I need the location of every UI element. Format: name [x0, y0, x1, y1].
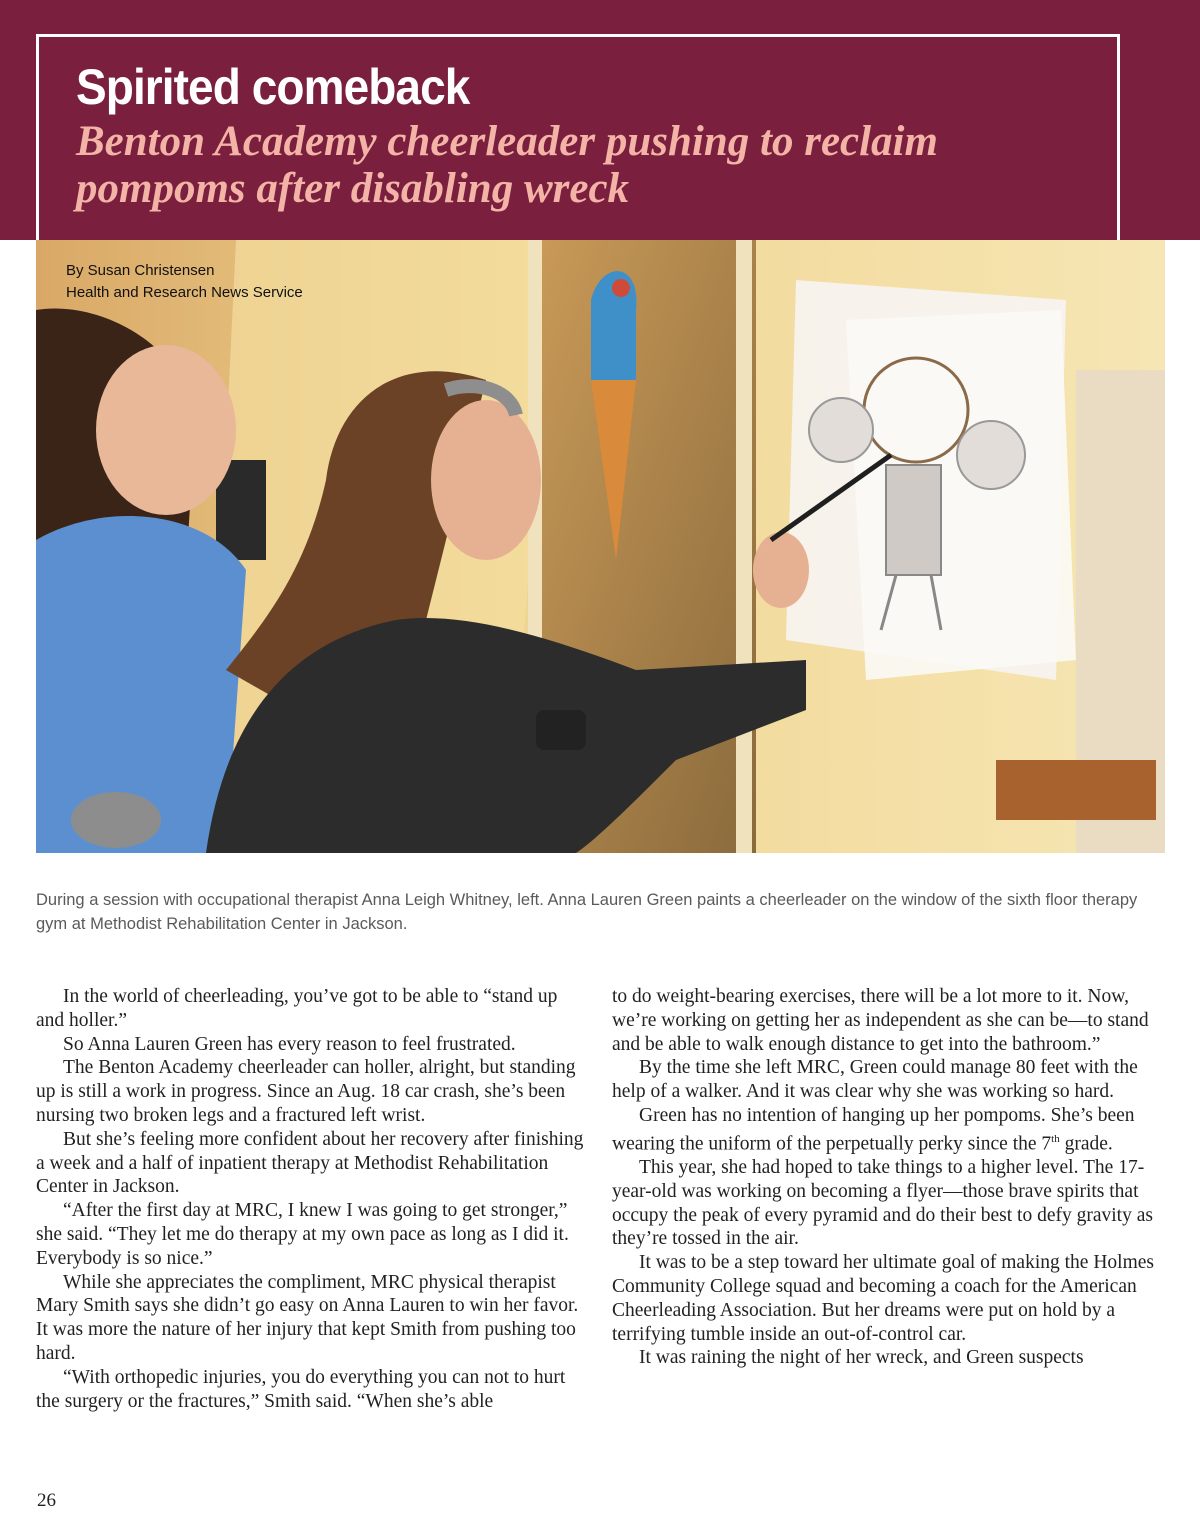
paragraph: It was raining the night of her wreck, and Green suspects: [639, 1347, 1084, 1369]
feature-photo: [36, 240, 1165, 853]
body-column-left: [36, 985, 588, 1413]
photo-illustration: [36, 240, 1165, 853]
paragraph: In the world of cheerleading, you’ve got to be able to “stand up and holler.”: [36, 986, 558, 1031]
paragraph-grade: [612, 1104, 1162, 1156]
grade-text-after: grade.: [1059, 1133, 1113, 1155]
paragraph: By the time she left MRC, Green could manage 80 feet with the help of a walker. And it was clear why she was working so hard.: [612, 1057, 1138, 1103]
grade-text-before: Green has no intention of hanging up her pompoms. She’s been wearing the uniform of the perpetually perky since the 7: [612, 1104, 1135, 1155]
grade-superscript: th: [1051, 1132, 1060, 1145]
headline: Spirited comeback: [76, 59, 470, 115]
title-banner: [0, 0, 1200, 240]
subhead: Benton Academy cheerleader pushing to reclaim pompoms after disabling wreck: [76, 118, 938, 212]
byline-organization: Health and Research News Service: [66, 284, 303, 301]
photo-caption: During a session with occupational therapist Anna Leigh Whitney, left. Anna Lauren Green paints a cheerleader on the window of the sixth floor therapy gym at Methodist Rehabilitation Center in Jackson.: [36, 891, 1138, 933]
paragraph: It was to be a step toward her ultimate goal of making the Holmes Community College squad and becoming a coach for the American Cheerleading Association. But her dreams were put on hold by a terrifying tumble inside an out-of-control car.: [612, 1252, 1154, 1345]
paragraph: The Benton Academy cheerleader can holler, alright, but standing up is still a work in progress. Since an Aug. 18 car crash, she’s been nursing two broken legs and a fractured left wrist.: [36, 1057, 576, 1126]
paragraph: “After the first day at MRC, I knew I was going to get stronger,” she said. “They let me do therapy at my own pace as long as I did it. Everybody is so nice.”: [36, 1200, 569, 1269]
body-column-right: [612, 985, 1162, 1370]
byline-author: By Susan Christensen: [66, 262, 215, 279]
page-number: 26: [37, 1490, 56, 1511]
paragraph-continued: to do weight-bearing exercises, there will be a lot more to it. Now, we’re working on getting her as independent as she can be—to stand and be able to walk enough distance to get into the bathroom.”: [612, 986, 1149, 1055]
paragraph: “With orthopedic injuries, you do everything you can not to hurt the surgery or the fractures,” Smith said. “When she’s able: [36, 1366, 566, 1412]
byline: [66, 260, 303, 304]
paragraph: While she appreciates the compliment, MRC physical therapist Mary Smith says she didn’t go easy on Anna Lauren to win her favor. It was more the nature of her injury that kept Smith from pushing too hard.: [36, 1271, 579, 1364]
paragraph: But she’s feeling more confident about her recovery after finishing a week and a half of inpatient therapy at Methodist Rehabilitation Center in Jackson.: [36, 1128, 584, 1198]
paragraph: This year, she had hoped to take things to a higher level. The 17-year-old was working on becoming a flyer—those brave spirits that occupy the peak of every pyramid and do their best to defy gravity as they’re tossed in the air.: [612, 1157, 1153, 1250]
paragraph: So Anna Lauren Green has every reason to feel frustrated.: [63, 1033, 516, 1055]
